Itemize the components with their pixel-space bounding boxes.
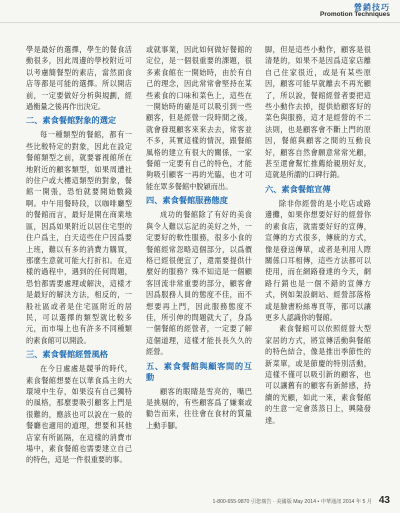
body-paragraph: 除非你經營的是小吃店或路邊攤，如果你想要好好的經營你的素食店，就需要好好的宣傳，宣傳的方式很多，傳統的方式，像是發送傳單，或者是利用人際關係口耳相傳，這些方法都可以使用，而在網路發達的今天，網路行銷也是一個不錯的宣傳方式，例如架設網站、經營部落格或是臉書粉絲專頁等，都可以讓更多人認識你的餐館。 bbox=[265, 198, 371, 322]
body-paragraph: 學是最好的選擇，學生的餐食活動很多，因此周邊的學校附近可以考慮簡餐型的素店，當然面食店等都是可能的選擇。所以開店前，一定要做好分析與規劃，經過衡量之後再作出決定。 bbox=[26, 45, 132, 112]
body-paragraph: 成功的餐館除了有好的美食與令人難以忘記的美好之外，一定要好的軟性服務，很多小食的餐館經常忽略這個部分，以爲價格已經很便宜了，還需要提供什麼好的服務？殊不知這是一個顧客回流非常重要的部分，顧客會因爲服務人員的態度不佳，而不想要再上門，因此服務態度不佳，所引伸的問題就大了，身爲一個餐館的經營者，一定要了解這個道理，這樣才能長長久久的經營。 bbox=[146, 210, 252, 357]
section-heading: 五、素食餐館與顧客間的互動 bbox=[146, 360, 252, 382]
body-paragraph: 或就事業，因此如何做好餐館的定位，是一個很重要的課題，很多素食館在一開始時，由於有自己的理念，因此常常會堅持在某些素食的口味和菜色上，這些在一開始時的確是可以吸引到一些顧客，但是經營一段時間之後，就會發現顧客來來去去，常客並不多，其實這樣的情況，跟餐館風格的建立有很大的關係，一家餐館一定要有自己的特色，才能夠吸引顧客一再的光臨，也才可能在眾多餐館中脫穎而出。 bbox=[146, 45, 252, 191]
article-column-2 bbox=[146, 44, 252, 474]
section-title-cn: 營銷技巧 bbox=[354, 3, 390, 12]
page-footer bbox=[0, 493, 400, 513]
article-column-1 bbox=[26, 44, 132, 474]
article-column-3 bbox=[265, 44, 371, 474]
body-paragraph: 在今日處處是競爭的時代，素食餐館想要在以華食爲主的大環境中生存，如果沒有自己獨特的風格，那麼要吸引顧客上門是很難的，應該也可以說在一般的餐廳也適用的道理，想要和其他店家有所區隔，在這樣的消費市場中，素食餐館也需要建立自己的特色，這是一件很重要的事。 bbox=[26, 364, 132, 465]
body-paragraph: 脚，但是這些小動作，顧客是很清楚的，如果不是因爲這家店離自己住家很近，或是有某些原因，顧客可能早就離去不再光顧了，所以說，餐館經營者要把這些小動作去掉，提供給顧客好的菜色與服務，這才是經營的不二法則，也是顧客會不斷上門的原因，餐館與顧客之間的互動良好，顧客自然會願意常常光顧，甚至還會幫忙推薦給親朋好友，這就是所謂的口碑行銷。 bbox=[265, 45, 371, 180]
page-header bbox=[0, 0, 400, 23]
body-paragraph: 素食餐館可以依照經營大型家居的方式，將宣傳活動與餐館的特色結合，像是推出季節性的新菜單，或是節慶的特別活動，這樣不僅可以吸引新的顧客，也可以讓舊有的顧客有新鮮感，持續的光顧，如此一來，素食餐館的生意一定會蒸蒸日上，興隆發達。 bbox=[265, 324, 371, 425]
section-heading: 三、素食餐館經營風格 bbox=[26, 349, 108, 360]
page-number: 43 bbox=[378, 495, 390, 506]
section-heading: 四、素食餐館服務態度 bbox=[146, 195, 228, 206]
section-heading: 二、素食餐館對象的選定 bbox=[26, 115, 117, 126]
body-paragraph: 顧客的眼睛是雪亮的，嘴巴是挑剔的，有些顧客爲了嫌棄或勸告而來，往往會在食材的質量上動手腳。 bbox=[146, 386, 252, 430]
body-paragraph: 每一種類型的餐館，都有一些比較特定的對象，因此在設定餐館類型之前，就要審視館所在地附近的顧客類型，如果周遭社的住户或大樓這類型的對象，餐館一開張，恐怕就要開始數錢啊。中午用餐時段，以咖啡廳型的餐館而言，最好是開在商業地區，因爲如果附近以居住宅型的住户爲主，白天這些住户因爲要上班，難以有多的消費力購買，那麼生意就可能大打折扣。在這樣的過程中，遇到的任何問題，恐怕都需要處理或解決，這樣才是最好的解決方法，相反的，一般社區或者是住宅區附近的居民，可以選擇的類型就比較多元，而市場上也有許多不同種類的素食館可以開設。 bbox=[26, 130, 132, 345]
section-title-en: Promotion Techniques bbox=[320, 11, 390, 18]
section-heading: 六、素食餐館宣傳 bbox=[265, 183, 331, 194]
footer-info: 1-800-655-9870 引您廣告 · 美國版 May 2014 • 中華通訊 2014 年 5 月 bbox=[212, 499, 372, 505]
